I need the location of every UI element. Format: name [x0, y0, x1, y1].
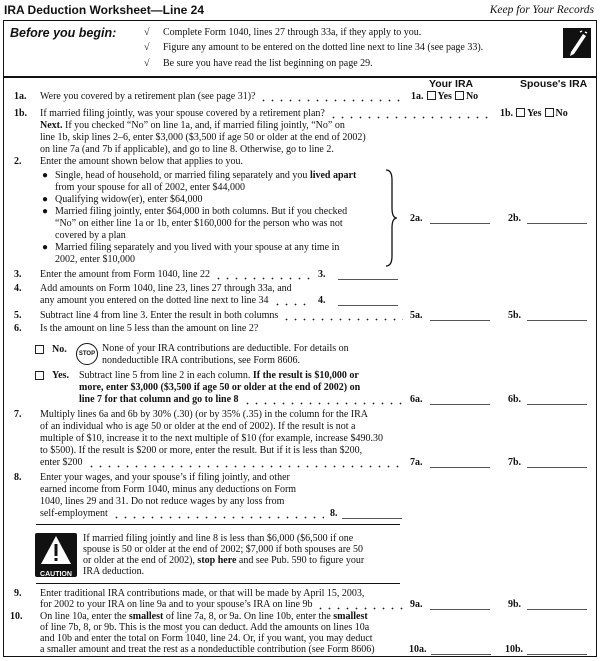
line-label	[411, 91, 478, 102]
line-text: Subtract line 4 from line 3. Enter the result in both columns	[40, 310, 279, 321]
check-icon: √	[144, 58, 150, 69]
next-instruction: on line 7a (and 7b if applicable), and go to line 8. Otherwise, go to line 2.	[40, 144, 334, 155]
bullet-text: 2002, enter $10,000	[55, 254, 135, 265]
line-number: 3.	[14, 269, 22, 280]
line-text: self-employment	[40, 508, 108, 519]
line-label: 6a.	[410, 394, 423, 405]
line-label: 9b.	[508, 599, 522, 610]
your-covered-no-checkbox[interactable]	[455, 91, 464, 100]
line-number: 5.	[14, 310, 22, 321]
dot-leader	[243, 397, 403, 405]
line-text: more, enter $3,000 ($3,500 if age 50 or older at the end of 2002) on	[79, 382, 361, 393]
text: of line 7a, 8, or 9a. On line 10b, enter the	[163, 611, 334, 622]
label: 1b.	[500, 108, 514, 119]
dot-leader	[282, 313, 403, 321]
line-text: Enter your wages, and your spouse’s if filing jointly, and other	[40, 472, 290, 483]
dot-leader	[214, 272, 312, 280]
no-label: No	[465, 91, 479, 102]
your-covered-yes-checkbox[interactable]	[427, 91, 436, 100]
divider	[36, 583, 400, 584]
line-number: 1a.	[14, 91, 27, 102]
line-text: to $500). If the result is $200 or more, enter the result. But if it is less than $200,	[40, 445, 363, 456]
divider	[4, 76, 596, 78]
line-7	[40, 457, 407, 468]
stop-icon: STOP	[76, 343, 98, 365]
column-header-your-ira: Your IRA	[429, 78, 474, 90]
bold-text: smallest	[128, 611, 164, 622]
line-6-no-checkbox[interactable]	[35, 345, 44, 354]
keep-for-records: Keep for Your Records	[489, 4, 594, 16]
line-8-input[interactable]	[342, 518, 402, 519]
line-label: 10b.	[505, 644, 524, 655]
before-item: Complete Form 1040, lines 27 through 33a, if they apply to you.	[163, 27, 422, 38]
line-text: and 10b and enter the total on Form 1040, line 24. Or, if you want, you may deduct	[40, 633, 373, 644]
line-5	[40, 310, 407, 321]
line-label: 8.	[330, 508, 338, 519]
line-7b-input[interactable]	[527, 467, 587, 468]
line-text	[79, 370, 359, 381]
line-1b	[40, 108, 496, 119]
before-you-begin-label: Before you begin:	[10, 26, 117, 40]
caution-text: spouse is 50 or older at the end of 2002; $7,000 if both spouses are 50	[83, 544, 363, 555]
no-label: No.	[52, 344, 67, 355]
line-label: 4.	[318, 295, 326, 306]
dot-leader	[87, 460, 404, 468]
line-4	[40, 295, 316, 306]
bullet-text: from your spouse for all of 2002, enter $44,000	[55, 182, 245, 193]
dot-leader	[316, 602, 403, 610]
line-text: of line 7b, 8, or 9b. This is the most you can deduct. Add the amounts on lines 10a	[40, 622, 370, 633]
line-text: 1040, lines 29 and 31. Do not reduce wages by any loss from	[40, 496, 285, 507]
line-6b-input[interactable]	[527, 404, 587, 405]
text: or older at the end of 2002),	[83, 555, 198, 566]
bullet-icon: ●	[42, 206, 49, 217]
text: If you checked “No” on line 1a, and, if married filing jointly, “No” on	[62, 120, 345, 131]
line-6	[79, 394, 407, 405]
before-item: Be sure you have read the list beginning on page 29.	[163, 58, 373, 69]
brace-icon	[384, 168, 398, 268]
line-text: line 7 for that column and go to line 8	[79, 394, 239, 405]
line-text: None of your IRA contributions are deductible. For details on	[102, 343, 349, 354]
bold-text: lived apart	[309, 170, 357, 181]
spouse-covered-yes-checkbox[interactable]	[516, 108, 525, 117]
spouse-covered-no-checkbox[interactable]	[545, 108, 554, 117]
line-4-input[interactable]	[338, 305, 398, 306]
line-label: 10a.	[409, 644, 427, 655]
line-label: 2b.	[508, 213, 522, 224]
line-5a-input[interactable]	[430, 320, 490, 321]
caution-label: CAUTION	[40, 571, 72, 578]
line-label: 3.	[318, 269, 326, 280]
line-text	[40, 611, 368, 622]
caution-text	[83, 555, 364, 566]
line-text: nondeductible IRA contributions, see Form 8606.	[102, 355, 301, 366]
label: 1a.	[411, 91, 424, 102]
line-text: Is the amount on line 5 less than the amount on line 2?	[40, 323, 259, 334]
text: Single, head of household, or married filing separately and you	[55, 170, 310, 181]
line-label: 2a.	[410, 213, 423, 224]
line-number: 8.	[14, 472, 22, 483]
line-text: any amount you entered on the dotted line next to line 34	[40, 295, 269, 306]
line-label: 5b.	[508, 310, 522, 321]
bullet-icon: ●	[42, 242, 49, 253]
line-text: If married filing jointly, was your spouse covered by a retirement plan?	[40, 108, 325, 119]
line-10b-input[interactable]	[527, 654, 587, 655]
line-3-input[interactable]	[338, 279, 398, 280]
line-text: of an individual who is age 50 or older at the end of 2002). If the result is not a	[40, 421, 356, 432]
line-number: 4.	[14, 283, 22, 294]
line-label: 6b.	[508, 394, 522, 405]
line-3	[40, 269, 316, 280]
line-number: 9.	[14, 588, 22, 599]
line-label: 7b.	[508, 457, 522, 468]
line-9b-input[interactable]	[527, 609, 587, 610]
check-icon: √	[144, 27, 150, 38]
bold-text: stop here	[197, 555, 237, 566]
line-text: Enter the amount shown below that applies to you.	[40, 156, 244, 167]
line-8	[40, 508, 328, 519]
next-instruction	[40, 120, 345, 131]
line-2a-input[interactable]	[430, 223, 490, 224]
bullet-text: covered by a plan	[55, 230, 126, 241]
text: On line 10a, enter the	[40, 611, 129, 622]
bold-text: If the result is $10,000 or	[252, 370, 359, 381]
bullet-icon: ●	[42, 194, 49, 205]
line-10a-input[interactable]	[431, 654, 491, 655]
text: and see Pub. 590 to figure your	[236, 555, 365, 566]
yes-label: Yes	[527, 108, 542, 119]
line-9a-input[interactable]	[430, 609, 490, 610]
line-text: for 2002 to your IRA on line 9a and to your spouse’s IRA on line 9b	[40, 599, 313, 610]
caution-text: IRA deduction.	[83, 566, 145, 577]
bold-text: smallest	[333, 611, 368, 622]
caution-icon	[35, 533, 77, 577]
line-text: Enter traditional IRA contributions made, or that will be made by April 15, 2003,	[40, 588, 365, 599]
line-number: 7.	[14, 409, 22, 420]
line-label	[500, 108, 568, 119]
line-9	[40, 599, 407, 610]
line-6a-input[interactable]	[430, 404, 490, 405]
next-instruction: line 1b, skip lines 2–6, enter $3,000 ($3,500 if age 50 or older at the end of 2002)	[40, 132, 366, 143]
dot-leader	[329, 111, 492, 119]
line-6-yes-checkbox[interactable]	[35, 371, 44, 380]
line-text: a smaller amount and treat the rest as a nondeductible contribution (see Form 8606)	[40, 644, 375, 655]
dot-leader	[112, 511, 324, 519]
text: Subtract line 5 from line 2 in each column.	[79, 370, 253, 381]
line-number: 2.	[14, 156, 22, 167]
line-text: multiple of $10, increase it to the next multiple of $10 (for example, increase $490.30	[40, 433, 383, 444]
bullet-text: Married filing separately and you lived with your spouse at any time in	[55, 242, 340, 253]
bullet-text: Qualifying widow(er), enter $64,000	[55, 194, 203, 205]
caution-text: If married filing jointly and line 8 is less than $6,000 ($6,500 if one	[83, 533, 354, 544]
line-2b-input[interactable]	[527, 223, 587, 224]
before-item: Figure any amount to be entered on the dotted line next to line 34 (see page 33).	[163, 42, 484, 53]
line-label: 5a.	[410, 310, 423, 321]
line-1a	[40, 91, 407, 102]
line-number: 1b.	[14, 108, 28, 119]
next-label: Next.	[40, 120, 63, 131]
bullet-icon: ●	[42, 170, 49, 181]
line-label: 7a.	[410, 457, 423, 468]
column-header-spouse-ira: Spouse's IRA	[520, 78, 588, 90]
yes-label: Yes	[437, 91, 452, 102]
line-number: 6.	[14, 323, 22, 334]
line-text: Were you covered by a retirement plan (see page 31)?	[40, 91, 256, 102]
divider	[36, 524, 400, 525]
line-number: 10.	[10, 611, 23, 622]
bullet-text: Married filing jointly, enter $64,000 in both columns. But if you checked	[55, 206, 348, 217]
check-icon: √	[144, 42, 150, 53]
line-text: Multiply lines 6a and 6b by 30% (.30) (or by 35% (.35) in the column for the IRA	[40, 409, 368, 420]
dot-leader	[259, 94, 403, 102]
bullet-text	[55, 170, 356, 181]
bullet-text: “No” on either line 1a or 1b, enter $160,000 for the person who was not	[55, 218, 343, 229]
no-label: No	[555, 108, 568, 119]
yes-label: Yes.	[52, 370, 69, 381]
line-text: Add amounts on Form 1040, line 23, lines 27 through 33a, and	[40, 283, 292, 294]
line-7a-input[interactable]	[430, 467, 490, 468]
line-5b-input[interactable]	[527, 320, 587, 321]
dot-leader	[273, 298, 312, 306]
line-text: Enter the amount from Form 1040, line 22	[40, 269, 210, 280]
pencil-icon	[563, 28, 591, 58]
line-text: earned income from Form 1040, minus any deductions on Form	[40, 484, 297, 495]
line-text: enter $200	[40, 457, 83, 468]
worksheet-title: IRA Deduction Worksheet—Line 24	[4, 3, 205, 17]
line-label: 9a.	[410, 599, 423, 610]
